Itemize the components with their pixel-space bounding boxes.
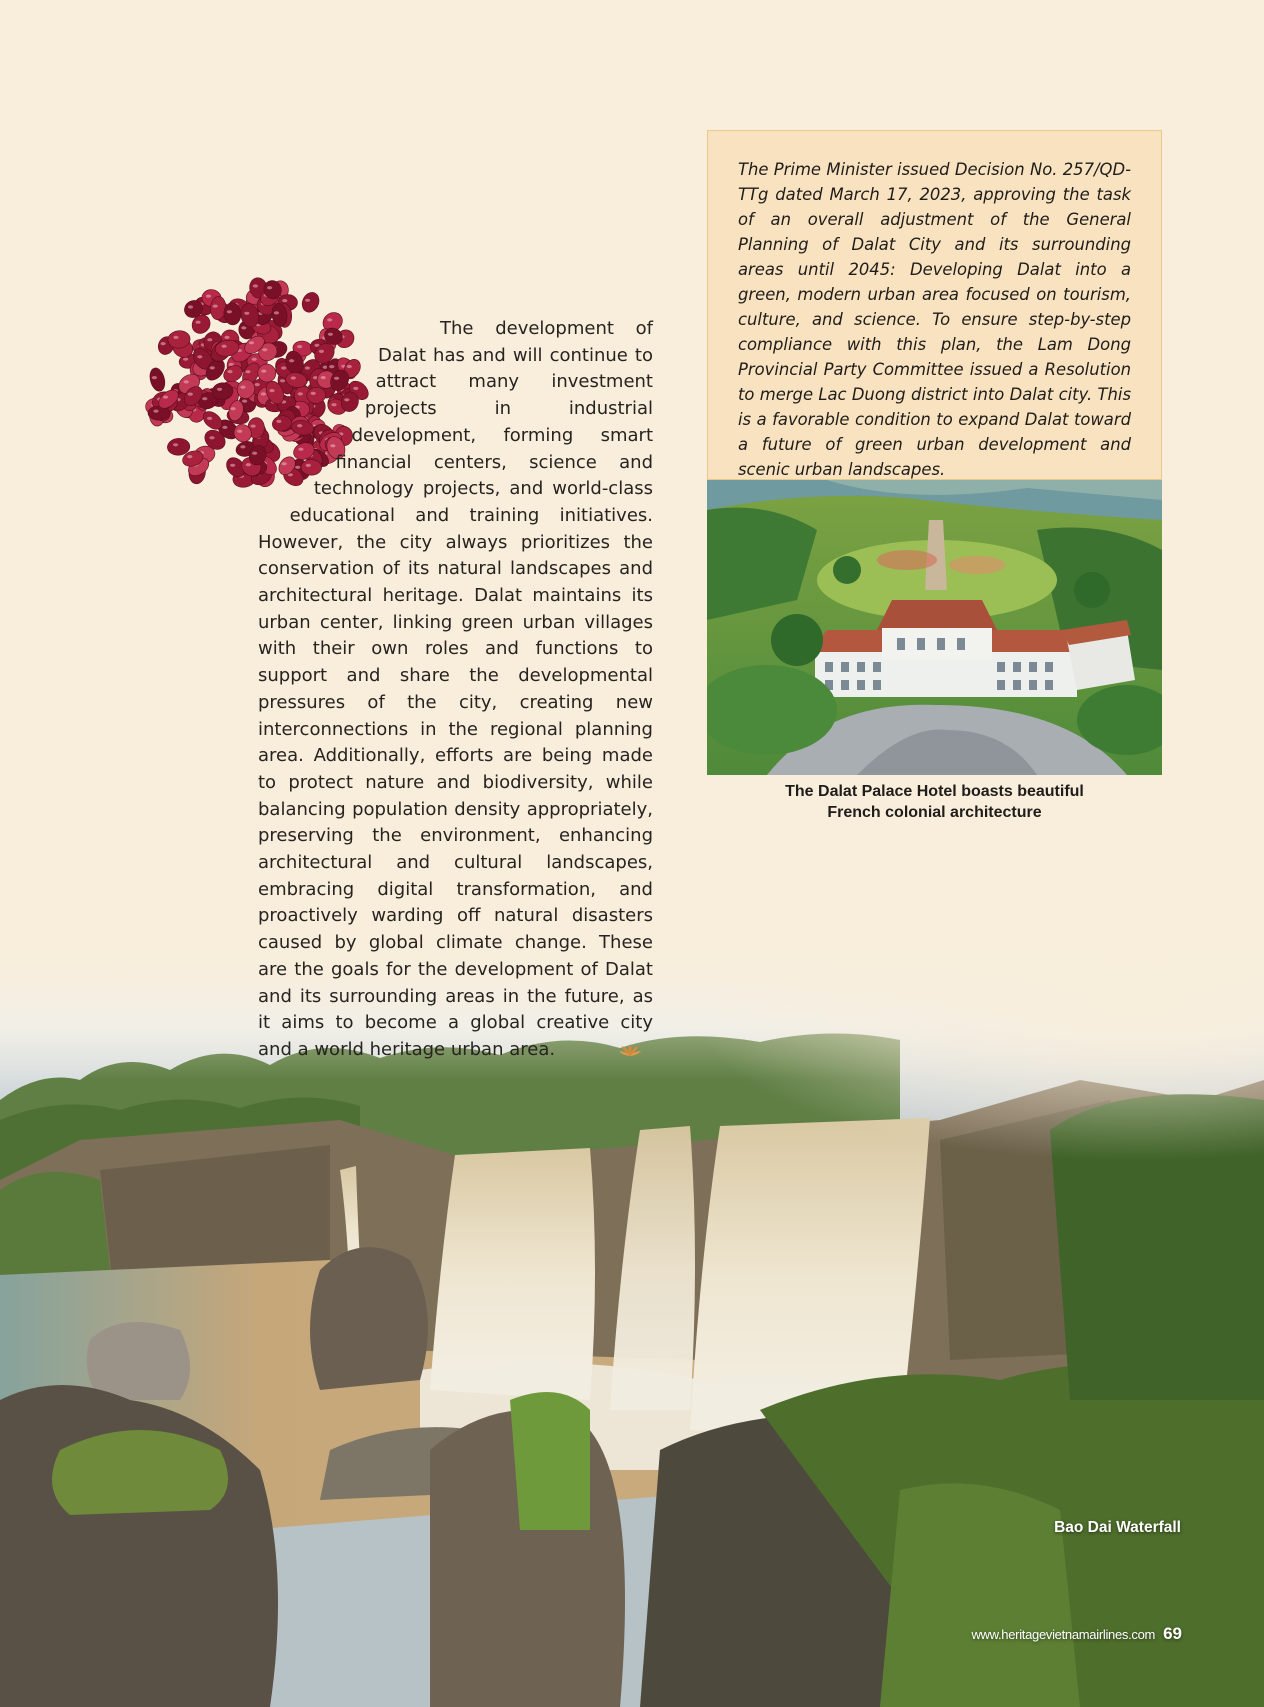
decision-sidebar [707, 130, 1162, 480]
article-body [258, 316, 653, 1066]
page-footer [971, 1624, 1182, 1644]
lotus-icon [557, 1039, 641, 1066]
article-paragraph: The development of Dalat has and will continue to attract many investment projects in industrial development, forming smart financial centers, science and technology projects, and world-class educational and training initiatives. However, the city always prioritizes the conservation of its natural landscapes and architectural heritage. Dalat maintains its urban center, linking green urban villages with their own roles and functions to support and share the developmental pressures of the city, creating new interconnections in the regional planning area. Additionally, efforts are being made to protect nature and biodiversity, while balancing population density appropriately, preserving the environment, enhancing architectural and cultural landscapes, embracing digital transformation, and proactively warding off natural disasters caused by global climate change. These are the goals for the development of Dalat and its surrounding areas in the future, as it aims to become a global creative city and a world heritage urban area. [258, 318, 653, 1060]
waterfall-photo-caption: Bao Dai Waterfall [1054, 1519, 1181, 1536]
footer-url[interactable]: www.heritagevietnamairlines.com [971, 1627, 1156, 1642]
dalat-palace-hotel-photo [707, 480, 1162, 775]
hotel-photo-caption [707, 782, 1162, 823]
hotel-caption-line-1: The Dalat Palace Hotel boasts beautiful [785, 783, 1084, 800]
sidebar-text: The Prime Minister issued Decision No. 257/QD-TTg dated March 17, 2023, approving the task of an overall adjustment of the General Planning of Dalat City and its surrounding areas until 2045: Developing Dalat into a green, modern urban area focused on tourism, culture, and science. To ensure step-by-step compliance with this plan, the Lam Dong Provincial Party Committee issued a Resolution to merge Lac Duong district into Dalat city. This is a favorable condition to expand Dalat toward a future of green urban development and scenic urban landscapes. [738, 160, 1131, 479]
hotel-caption-line-2: French colonial architecture [827, 803, 1042, 821]
page-number: 69 [1163, 1624, 1182, 1643]
